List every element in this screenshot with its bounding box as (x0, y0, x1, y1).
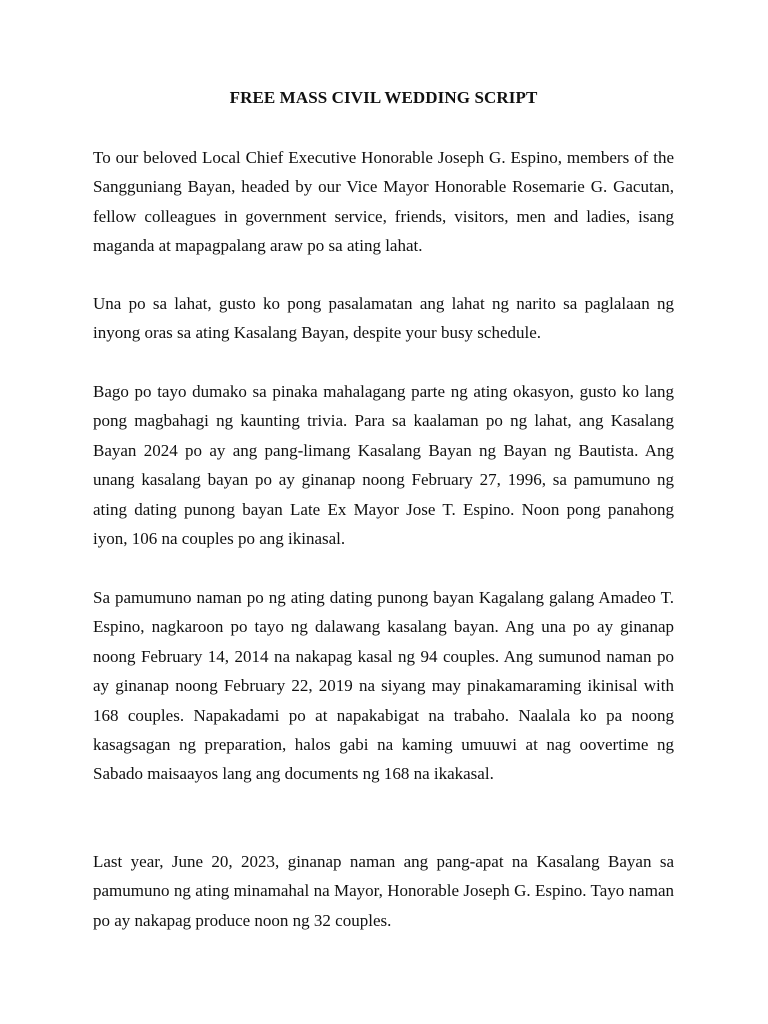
paragraph-thanks: Una po sa lahat, gusto ko pong pasalamatan ang lahat ng narito sa paglalaan ng inyong oras sa ating Kasalang Bayan, despite your busy schedule. (93, 294, 674, 343)
paragraph-trivia-history: Bago po tayo dumako sa pinaka mahalagang parte ng ating okasyon, gusto ko lang pong magbahagi ng kaunting trivia. Para sa kaalaman po ng lahat, ang Kasalang Bayan 2024 po ay ang pang-limang Kasalang Bayan ng Bayan ng Bautista. Ang unang kasalang bayan po ay ginanap noong February 27, 1996, sa pamumuno ng ating dating punong bayan Late Ex Mayor Jose T. Espino. Noon pong panahong iyon, 106 na couples po ang ikinasal. (93, 382, 674, 549)
paragraph-last-year: Last year, June 20, 2023, ginanap naman ang pang-apat na Kasalang Bayan sa pamumuno ng ating minamahal na Mayor, Honorable Joseph G. Espino. Tayo naman po ay nakapag produce noon ng 32 couples. (93, 852, 674, 930)
document-title: FREE MASS CIVIL WEDDING SCRIPT (229, 88, 538, 107)
paragraph-greeting: To our beloved Local Chief Executive Honorable Joseph G. Espino, members of the Sangguniang Bayan, headed by our Vice Mayor Honorable Rosemarie G. Gacutan, fellow colleagues in government service, friends, visitors, men and ladies, isang maganda at mapagpalang araw po sa ating lahat. (93, 148, 674, 256)
paragraph-previous-weddings: Sa pamumuno naman po ng ating dating punong bayan Kagalang galang Amadeo T. Espino, nagkaroon po tayo ng dalawang kasalang bayan. Ang una po ay ginanap noong February 14, 2014 na nakapag kasal ng 94 couples. Ang sumunod naman po ay ginanap noong February 22, 2019 na siyang may pinakamaraming ikinisal with 168 couples. Napakadami po at napakabigat na trabaho. Naalala ko pa noong kasagsagan ng preparation, halos gabi na kaming umuuwi at nag oovertime ng Sabado maisaayos lang ang documents ng 168 na ikakasal. (93, 588, 674, 784)
